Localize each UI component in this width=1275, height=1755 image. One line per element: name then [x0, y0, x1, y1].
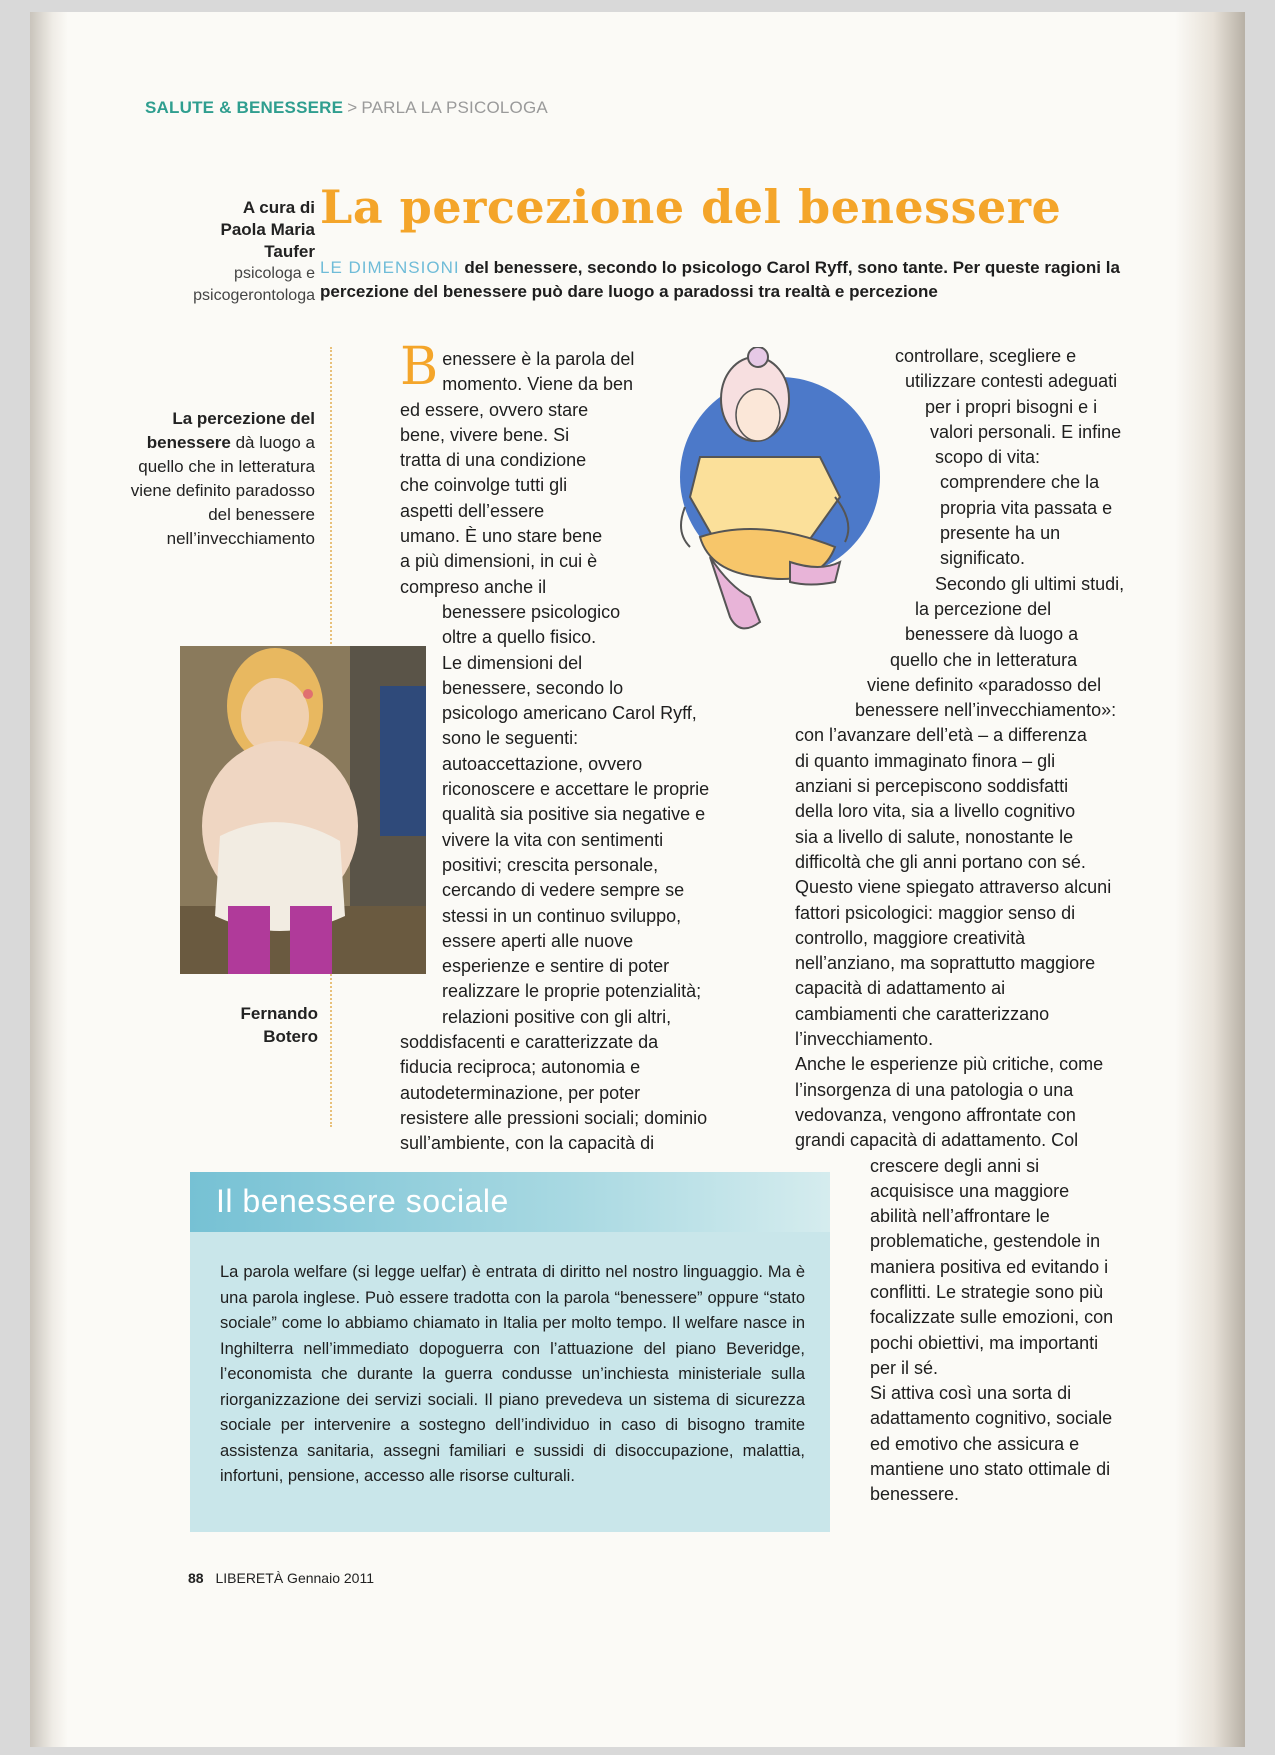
col2-line: pochi obiettivi, ma importanti — [870, 1332, 1099, 1353]
col1-line: compreso anche il — [400, 576, 547, 597]
col2-line: difficoltà che gli anni portano con sé. — [795, 851, 1086, 872]
section-header — [145, 98, 548, 118]
col1-line: cercando di vedere sempre se — [442, 880, 685, 901]
col2-line: cambiamenti che caratterizzano — [795, 1003, 1050, 1024]
col1-line: riconoscere e accettare le proprie — [442, 779, 710, 800]
author-role-line1: psicologa e — [234, 265, 315, 282]
col2-line: fattori psicologici: maggior senso di — [795, 902, 1076, 923]
col2-line: l’invecchiamento. — [795, 1029, 934, 1050]
col2-line: Secondo gli ultimi studi, — [935, 573, 1125, 594]
col1-line: tratta di una condizione — [400, 450, 587, 471]
col2-line: mantiene uno stato ottimale di — [870, 1459, 1111, 1480]
col1-line: resistere alle pressioni sociali; dominio — [400, 1107, 708, 1128]
standfirst — [320, 256, 1180, 304]
box-text: La parola welfare (si legge uelfar) è entrata di diritto nel nostro linguaggio. Ma è una parola inglese. Può essere tradotta con la parola “benessere” oppure “stato sociale” come lo abbiamo chiamato in Italia per molto tempo. Il welfare nasce in Inghilterra nell’immediato dopoguerra con l’attuazione del piano Beveridge, l’economista che durante la guerra condusse un’inchiesta ministeriale sulla riorganizzazione dei servizi sociali. Il piano prevedeva un sistema di sicurezza sociale per intervenire a sostegno dell’individuo in caso di bisogno tramite assistenza sanitaria, assegni familiari e sussidi di disoccupazione, malattia, infortuni, pensione, accesso alle risorse culturali. — [220, 1263, 805, 1485]
author-block — [125, 197, 315, 307]
col2-line: conflitti. Le strategie sono più — [870, 1281, 1104, 1302]
painting-caption — [180, 1002, 318, 1048]
painting-image — [180, 646, 426, 974]
col2-line: problematiche, gestendole in — [870, 1231, 1101, 1252]
col2-line: utilizzare contesti adeguati — [905, 371, 1118, 392]
publication-name: LIBERETÀ Gennaio 2011 — [215, 1570, 374, 1586]
article-column-2 — [795, 344, 1124, 1508]
col1-line: autodeterminazione, per poter — [400, 1082, 641, 1103]
col1-line: ed essere, ovvero stare — [400, 399, 589, 420]
col2-line: focalizzate sulle emozioni, con — [870, 1307, 1114, 1328]
sidebar-box-welfare — [190, 1172, 830, 1532]
col2-line: adattamento cognitivo, sociale — [870, 1408, 1113, 1429]
col1-line: vivere la vita con sentimenti — [442, 829, 664, 850]
drop-cap: B — [400, 337, 439, 397]
col2-line: Questo viene spiegato attraverso alcuni — [795, 877, 1112, 898]
col2-line: controllo, maggiore creatività — [795, 927, 1026, 948]
col1-line: che coinvolge tutti gli — [400, 475, 568, 496]
col2-line: capacità di adattamento ai — [795, 978, 1006, 999]
standfirst-text: del benessere, secondo lo psicologo Carol Ryff, sono tante. Per queste ragioni la percezione del benessere può dare luogo a paradossi tra realtà e percezione — [320, 258, 1120, 301]
col1-line: oltre a quello fisico. — [442, 627, 597, 648]
col1-line: soddisfacenti e caratterizzate da — [400, 1032, 659, 1053]
col2-line: sia a livello di salute, nonostante le — [795, 826, 1074, 847]
col2-line: quello che in letteratura — [890, 649, 1078, 670]
author-label: A cura di — [242, 198, 315, 217]
col2-line: benessere. — [870, 1484, 960, 1505]
col2-line: Si attiva così una sorta di — [870, 1383, 1072, 1404]
col2-line: significato. — [940, 548, 1026, 569]
col1-line: enessere è la parola del — [442, 349, 635, 369]
col2-line: per il sé. — [870, 1357, 939, 1378]
col1-line: relazioni positive con gli altri, — [442, 1006, 672, 1027]
magazine-page — [30, 12, 1245, 1747]
col2-line: controllare, scegliere e — [895, 346, 1077, 366]
col1-line: autoaccettazione, ovvero — [442, 753, 643, 774]
col1-line: momento. Viene da ben — [442, 374, 634, 395]
sidebar-quote-bold: La percezione del benessere — [146, 409, 315, 452]
col1-line: bene, vivere bene. Si — [400, 424, 570, 445]
col2-line: vedovanza, vengono affrontate con — [795, 1104, 1076, 1125]
col2-line: scopo di vita: — [935, 447, 1041, 468]
col1-line: benessere psicologico — [442, 601, 621, 622]
col2-line: benessere nell’invecchiamento»: — [855, 700, 1117, 721]
col1-line: esperienze e sentire di poter — [442, 956, 670, 977]
col2-line: viene definito «paradosso del — [867, 674, 1102, 695]
col1-line: sull’ambiente, con la capacità di — [400, 1133, 655, 1154]
author-role-line2: psicogerontologa — [193, 287, 315, 304]
author-name-line2: Taufer — [264, 242, 315, 261]
col2-line: valori personali. E infine — [930, 421, 1122, 442]
col2-line: comprendere che la — [940, 472, 1100, 493]
botero-painting — [180, 646, 426, 974]
col2-line: presente ha un — [940, 523, 1061, 544]
col2-line: per i propri bisogni e i — [925, 396, 1098, 417]
article-title: La percezione del benessere — [320, 180, 1062, 234]
col2-line: ed emotivo che assicura e — [870, 1433, 1080, 1454]
col1-line: stessi in un continuo sviluppo, — [442, 905, 682, 926]
col1-line: sono le seguenti: — [442, 728, 579, 749]
box-title: Il benessere sociale — [216, 1183, 509, 1219]
col1-line: psicologo americano Carol Ryff, — [442, 703, 697, 724]
col2-line: l’insorgenza di una patologia o una — [795, 1079, 1074, 1100]
col1-line: positivi; crescita personale, — [442, 854, 659, 875]
col1-line: fiducia reciproca; autonomia e — [400, 1057, 641, 1078]
col2-line: propria vita passata e — [940, 497, 1113, 518]
col2-line: abilità nell’affrontare le — [870, 1206, 1050, 1227]
col1-line: qualità sia positive sia negative e — [442, 804, 706, 825]
standfirst-lead: LE DIMENSIONI — [320, 258, 460, 277]
painting-caption-line1: Fernando — [240, 1004, 318, 1023]
painting-caption-line2: Botero — [263, 1027, 318, 1046]
subsection-name: PARLA LA PSICOLOGA — [361, 98, 548, 117]
col1-line: essere aperti alle nuove — [442, 930, 634, 951]
section-name: SALUTE & BENESSERE — [145, 98, 344, 117]
box-header — [190, 1172, 830, 1232]
col2-line: acquisisce una maggiore — [870, 1180, 1070, 1201]
page-number: 88 — [188, 1570, 204, 1586]
col1-line: aspetti dell’essere — [400, 500, 545, 521]
col2-line: di quanto immaginato finora – gli — [795, 750, 1056, 771]
col2-line: crescere degli anni si — [870, 1155, 1040, 1176]
page-footer — [188, 1570, 374, 1586]
col2-line: nell’anziano, ma soprattutto maggiore — [795, 953, 1096, 974]
col2-line: benessere dà luogo a — [905, 624, 1079, 645]
sidebar-quote-text: dà luogo a quello che in letteratura viene definito paradosso del benessere nell’invecchiamento — [130, 433, 315, 548]
col2-line: Anche le esperienze più critiche, come — [795, 1054, 1104, 1075]
col2-line: la percezione del — [915, 598, 1052, 619]
sidebar-quote — [125, 407, 315, 551]
col2-line: anziani si percepiscono soddisfatti — [795, 776, 1069, 797]
col2-line: della loro vita, sia a livello cognitivo — [795, 801, 1076, 822]
article-column-1 — [400, 337, 710, 1157]
author-name-line1: Paola Maria — [220, 220, 315, 239]
col2-line: maniera positiva ed evitando i — [870, 1256, 1109, 1277]
col1-line: a più dimensioni, in cui è — [400, 551, 598, 572]
col1-line: Le dimensioni del — [442, 652, 583, 673]
col2-line: con l’avanzare dell’età – a differenza — [795, 725, 1087, 746]
col1-line: realizzare le proprie potenzialità; — [442, 981, 702, 1002]
col2-line: grandi capacità di adattamento. Col — [795, 1130, 1079, 1151]
section-arrow: > — [347, 98, 358, 117]
col1-line: benessere, secondo lo — [442, 677, 624, 698]
col1-line: umano. È uno stare bene — [400, 526, 603, 547]
